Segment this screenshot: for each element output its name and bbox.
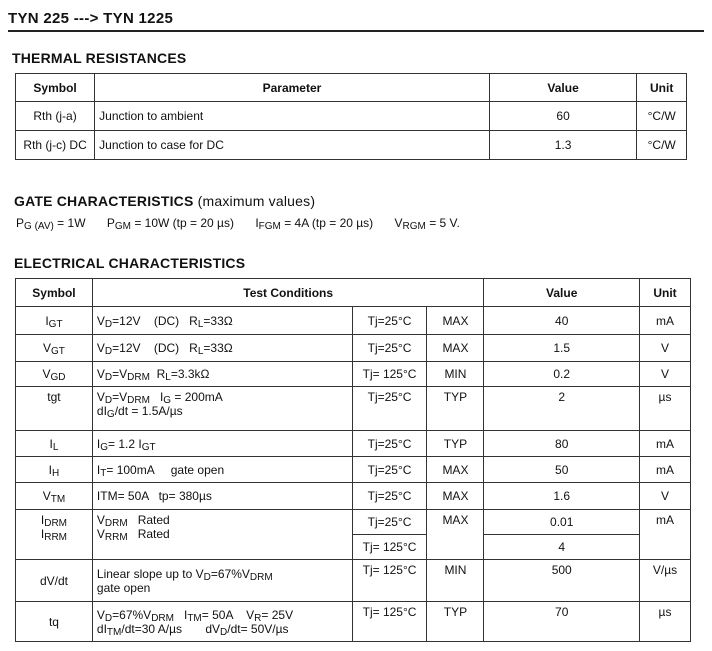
symbol-cell: tq [16, 602, 93, 642]
symbol-cell: Rth (j-c) DC [16, 131, 95, 160]
limit-cell: TYP [427, 387, 484, 431]
value-cell: 80 [484, 431, 640, 457]
tj-cell: Tj=25°C [352, 307, 427, 335]
header-symbol: Symbol [16, 279, 93, 307]
limit-cell: MIN [427, 560, 484, 602]
gate-item: VRGM = 5 V. [394, 216, 460, 232]
unit-cell: mA [640, 307, 691, 335]
value-cell: 50 [484, 457, 640, 483]
table-row [16, 483, 691, 510]
table-header-row [16, 279, 691, 307]
symbol-cell: tgt [16, 387, 93, 431]
condition-cell: VD=VDRM RL=3.3kΩ [92, 362, 352, 387]
limit-cell: MAX [427, 335, 484, 362]
condition-line: VD=VDRM IG = 200mA [96, 390, 223, 406]
condition-cell [92, 387, 352, 431]
limit-cell: TYP [427, 431, 484, 457]
value-cell: 500 [484, 560, 640, 602]
condition-cell [92, 560, 352, 602]
header-value: Value [489, 74, 637, 102]
value-cell: 40 [484, 307, 640, 335]
condition-line: dITM/dt=30 A/µs dVD/dt= 50V/µs [96, 621, 289, 638]
header-unit: Unit [637, 74, 687, 102]
unit-cell: mA [640, 457, 691, 483]
gate-item: PGM = 10W (tp = 20 µs) [106, 216, 234, 232]
table-row [16, 510, 691, 535]
parameter-cell: Junction to ambient [95, 102, 490, 131]
condition-cell [92, 510, 352, 560]
gate-title-bold: GATE CHARACTERISTICS [14, 193, 194, 209]
value-cell: 1.6 [484, 483, 640, 510]
gate-item: PG (AV) = 1W [16, 216, 86, 232]
condition-cell: VD=12V (DC) RL=33Ω [92, 307, 352, 335]
table-row [16, 131, 687, 160]
title-rule [8, 30, 704, 32]
tj-cell: Tj=25°C [352, 335, 427, 362]
tj-cell: Tj= 125°C [352, 535, 427, 560]
table-row [16, 102, 687, 131]
condition-line: gate open [96, 580, 151, 595]
limit-cell: MAX [427, 307, 484, 335]
table-row [16, 431, 691, 457]
gate-item: IFGM = 4A (tp = 20 µs) [255, 216, 374, 232]
value-cell: 2 [484, 387, 640, 431]
condition-cell: ITM= 50A tp= 380µs [92, 483, 352, 510]
symbol-cell: IL [16, 431, 93, 457]
condition-line: VDRM Rated [96, 513, 170, 529]
condition-cell: VD=12V (DC) RL=33Ω [92, 335, 352, 362]
symbol-cell: VGT [16, 335, 93, 362]
value-cell: 60 [489, 102, 637, 131]
symbol-cell [16, 510, 93, 560]
table-row [16, 602, 691, 642]
condition-cell: IG= 1.2 IGT [92, 431, 352, 457]
unit-cell: V [640, 483, 691, 510]
condition-line: VRRM Rated [96, 527, 170, 543]
symbol-line: IRRM [40, 527, 68, 543]
thermal-section-title: THERMAL RESISTANCES [12, 50, 187, 66]
table-row [16, 307, 691, 335]
unit-cell: µs [640, 387, 691, 431]
unit-cell: V [640, 362, 691, 387]
condition-line: VD=67%VDRM ITM= 50A VR= 25V [96, 607, 294, 624]
thermal-table [15, 73, 687, 160]
condition-cell: IT= 100mA gate open [92, 457, 352, 483]
tj-cell: Tj=25°C [352, 431, 427, 457]
electrical-section-title: ELECTRICAL CHARACTERISTICS [14, 255, 246, 271]
symbol-cell: VTM [16, 483, 93, 510]
limit-cell: MAX [427, 457, 484, 483]
unit-cell: °C/W [637, 131, 687, 160]
symbol-cell: IGT [16, 307, 93, 335]
value-cell: 0.2 [484, 362, 640, 387]
tj-cell: Tj= 125°C [352, 362, 427, 387]
value-cell: 4 [484, 535, 640, 560]
limit-cell: MAX [427, 510, 484, 560]
table-row [16, 457, 691, 483]
limit-cell: MIN [427, 362, 484, 387]
unit-cell: V [640, 335, 691, 362]
table-row [16, 362, 691, 387]
limit-cell: TYP [427, 602, 484, 642]
table-row [16, 335, 691, 362]
unit-cell: V/µs [640, 560, 691, 602]
header-symbol: Symbol [16, 74, 95, 102]
symbol-cell: IH [16, 457, 93, 483]
header-test-conditions: Test Conditions [92, 279, 484, 307]
unit-cell: µs [640, 602, 691, 642]
table-header-row [16, 74, 687, 102]
header-unit: Unit [640, 279, 691, 307]
condition-line: Linear slope up to VD=67%VDRM [96, 566, 273, 583]
gate-section-title [14, 193, 315, 209]
table-row [16, 387, 691, 431]
tj-cell: Tj=25°C [352, 457, 427, 483]
parameter-cell: Junction to case for DC [95, 131, 490, 160]
gate-title-normal: (maximum values) [197, 193, 316, 209]
symbol-line: IDRM [40, 513, 68, 529]
tj-cell: Tj=25°C [352, 483, 427, 510]
value-cell: 1.3 [489, 131, 637, 160]
value-cell: 0.01 [484, 510, 640, 535]
limit-cell: MAX [427, 483, 484, 510]
gate-values-line [16, 216, 478, 230]
tj-cell: Tj=25°C [352, 387, 427, 431]
tj-cell: Tj= 125°C [352, 560, 427, 602]
symbol-cell: dV/dt [16, 560, 93, 602]
unit-cell: mA [640, 431, 691, 457]
header-value: Value [484, 279, 640, 307]
value-cell: 70 [484, 602, 640, 642]
electrical-table [15, 278, 691, 642]
symbol-cell: VGD [16, 362, 93, 387]
unit-cell: mA [640, 510, 691, 560]
condition-cell [92, 602, 352, 642]
page-title: TYN 225 ---> TYN 1225 [8, 10, 174, 27]
unit-cell: °C/W [637, 102, 687, 131]
value-cell: 1.5 [484, 335, 640, 362]
tj-cell: Tj= 125°C [352, 602, 427, 642]
table-row [16, 560, 691, 602]
symbol-cell: Rth (j-a) [16, 102, 95, 131]
condition-line: dIG/dt = 1.5A/µs [96, 404, 183, 420]
header-parameter: Parameter [95, 74, 490, 102]
tj-cell: Tj=25°C [352, 510, 427, 535]
